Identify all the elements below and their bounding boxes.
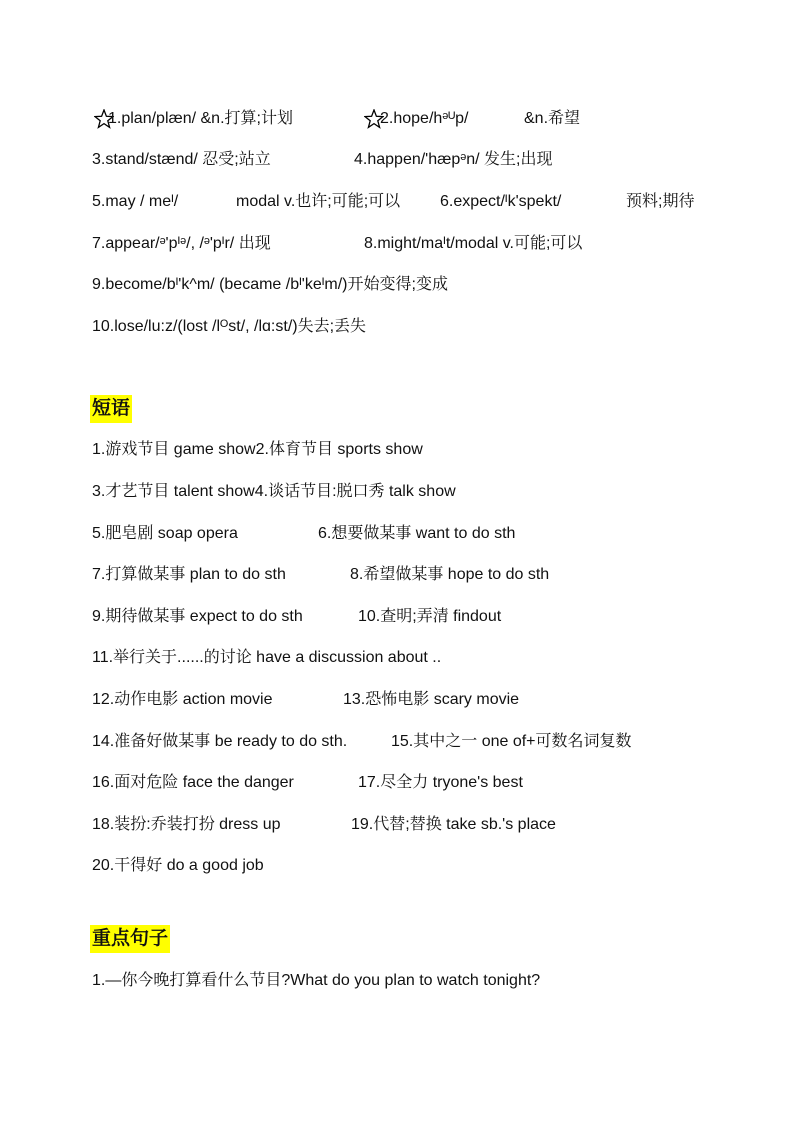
vocab-meaning-expect: 预料;期待: [626, 193, 695, 210]
phrase-item: 17.尽全力 tryone's best: [358, 774, 523, 791]
vocab-word-expect: 6.expect/ᴵk'spekt/: [440, 193, 562, 210]
vocab-word-become: 9.become/bᴵ'k^m/ (became /bᴵ'keᴵm/)开始变得;变成: [92, 276, 448, 293]
vocab-word-lose: 10.lose/lu:z/(lost /lᴼst/, /lɑ:st/)失去;丢失: [92, 318, 367, 335]
vocab-word-may: 5.may / meᴵ/: [92, 193, 179, 210]
vocab-word-appear: 7.appear/ᵊ'pᴵᵊ/, /ᵊ'pᴵr/ 出现: [92, 235, 271, 252]
vocab-word-plan: 1.plan/plæn/ &n.打算;计划: [108, 110, 293, 127]
vocab-word-stand: 3.stand/stænd/ 忍受;站立: [92, 151, 271, 168]
phrase-item: 1.游戏节目 game show2.体育节目 sports show: [92, 441, 423, 458]
phrase-item: 9.期待做某事 expect to do sth: [92, 608, 303, 625]
phrase-item: 11.举行关于......的讨论 have a discussion about ..: [92, 649, 442, 666]
vocab-word-happen: 4.happen/'hæpᵊn/ 发生;出现: [354, 151, 553, 168]
phrase-item: 6.想要做某事 want to do sth: [318, 525, 516, 542]
phrase-item: 10.查明;弄清 findout: [358, 608, 502, 625]
phrase-item: 15.其中之一 one of+可数名词复数: [391, 733, 632, 750]
phrases-heading: 短语: [90, 395, 132, 423]
phrase-item: 7.打算做某事 plan to do sth: [92, 566, 286, 583]
phrase-item: 8.希望做某事 hope to do sth: [350, 566, 550, 583]
phrase-item: 12.动作电影 action movie: [92, 691, 273, 708]
phrase-item: 20.干得好 do a good job: [92, 857, 264, 874]
phrase-item: 16.面对危险 face the danger: [92, 774, 294, 791]
phrase-item: 13.恐怖电影 scary movie: [343, 691, 520, 708]
phrase-item: 3.才艺节目 talent show4.谈话节目:脱口秀 talk show: [92, 483, 456, 500]
vocab-meaning-hope: &n.希望: [524, 110, 581, 127]
phrase-item: 19.代替;替换 take sb.'s place: [351, 816, 556, 833]
vocab-word-hope: 2.hope/hᵊᵁp/: [380, 110, 469, 127]
phrase-item: 5.肥皂剧 soap opera: [92, 525, 238, 542]
phrase-item: 14.准备好做某事 be ready to do sth.: [92, 733, 348, 750]
sentences-heading: 重点句子: [90, 925, 170, 953]
vocab-word-might: 8.might/maᴵt/modal v.可能;可以: [364, 235, 583, 252]
sentence-item: 1.—你今晚打算看什么节目?What do you plan to watch tonight?: [92, 972, 541, 989]
vocab-meaning-may: modal v.也许;可能;可以: [236, 193, 401, 210]
phrase-item: 18.装扮:乔装打扮 dress up: [92, 816, 281, 833]
